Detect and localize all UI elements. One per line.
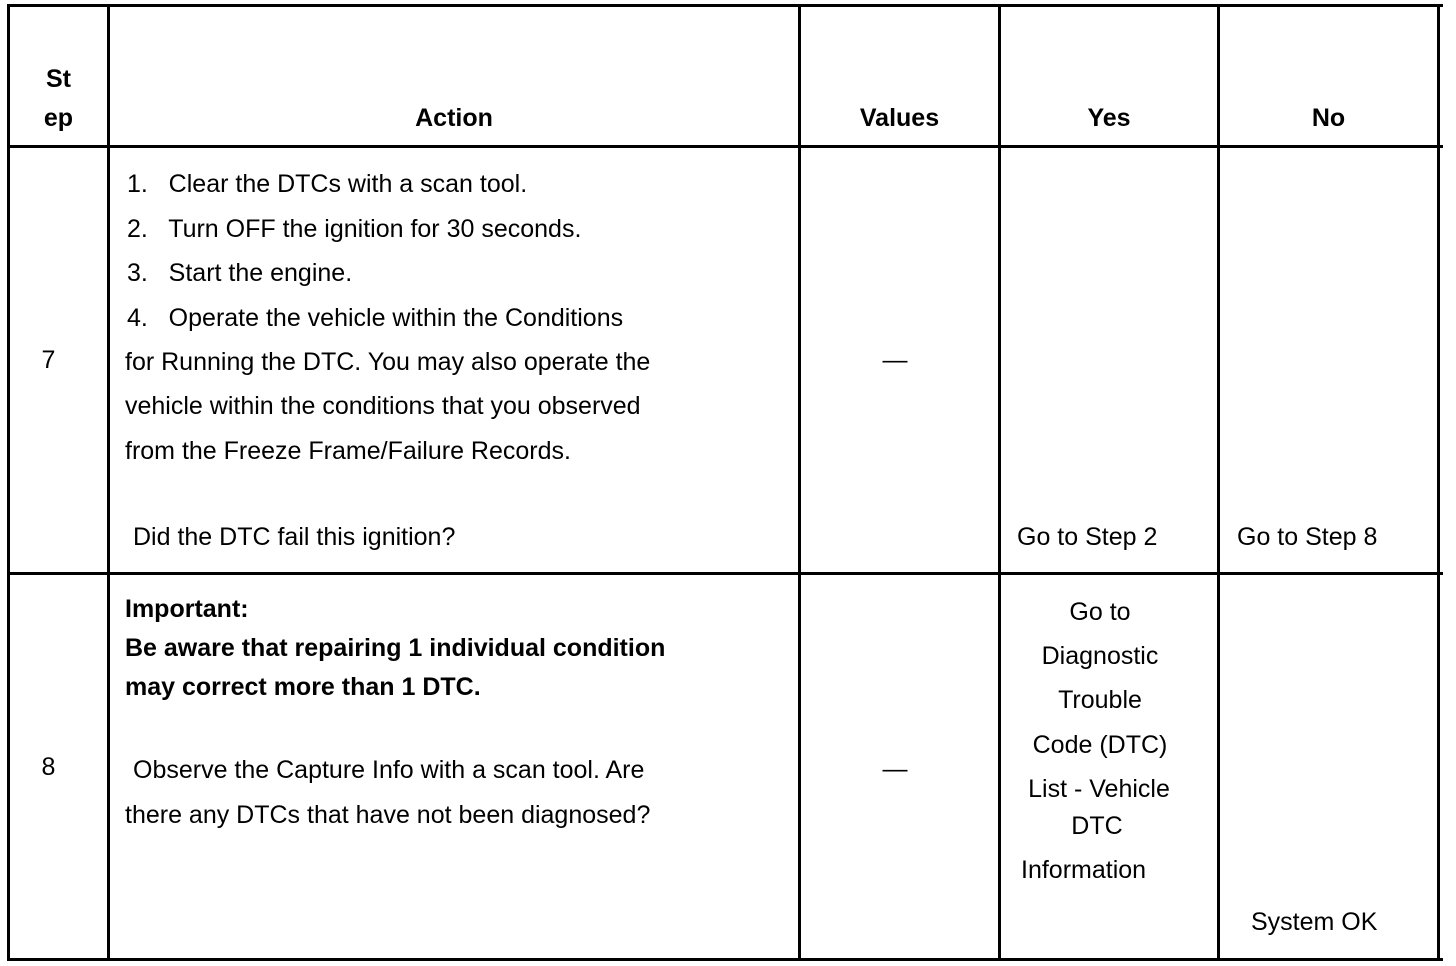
header-step-line2: ep	[43, 104, 74, 132]
header-step-line1: St	[46, 65, 71, 93]
table-border-right	[1437, 4, 1440, 961]
header-yes: Yes	[1087, 104, 1131, 132]
row-7-no: Go to Step 8	[1237, 523, 1378, 551]
table-border-bottom	[7, 958, 1443, 961]
row-8-yes-line-4: Code (DTC)	[1032, 731, 1168, 759]
row-8-yes-line-2: Diagnostic	[1041, 642, 1159, 670]
row-7-values: —	[882, 346, 908, 374]
row-7-action-item-1: 1. Clear the DTCs with a scan tool.	[127, 170, 528, 198]
row-7-action-cont-1: for Running the DTC. You may also operate the	[125, 348, 651, 376]
row-8-yes-line-3: Trouble	[1058, 686, 1142, 714]
column-divider-action	[798, 4, 801, 961]
row-7-question: Did the DTC fail this ignition?	[133, 523, 456, 551]
row-8-important-label: Important:	[125, 595, 249, 623]
row-8-yes-line-1: Go to	[1069, 598, 1131, 626]
row-8-important-line-1: Be aware that repairing 1 individual condition	[125, 634, 666, 662]
header-action: Action	[415, 104, 493, 132]
row-8-step: 8	[41, 753, 56, 781]
row-8-values: —	[882, 755, 908, 783]
row-7-action-cont-3: from the Freeze Frame/Failure Records.	[125, 437, 571, 465]
column-divider-step	[107, 4, 110, 961]
row-8-yes-line-7: Information	[1021, 856, 1147, 884]
row-8-question-line-2: there any DTCs that have not been diagnosed?	[125, 801, 651, 829]
header-no: No	[1311, 104, 1346, 132]
row-7-action-cont-2: vehicle within the conditions that you observed	[125, 392, 641, 420]
header-divider	[7, 145, 1443, 148]
row-8-yes-line-6: DTC	[1071, 812, 1123, 840]
row-8-question-line-1: Observe the Capture Info with a scan tool. Are	[133, 756, 645, 784]
row-7-action-item-4: 4. Operate the vehicle within the Conditions	[127, 304, 624, 332]
table-border-top	[7, 4, 1443, 7]
row-7-action-item-2: 2. Turn OFF the ignition for 30 seconds.	[127, 215, 582, 243]
row-7-step: 7	[41, 346, 56, 374]
row-divider	[7, 572, 1443, 575]
row-8-yes-line-5: List - Vehicle	[1028, 775, 1170, 803]
row-8-important-line-2: may correct more than 1 DTC.	[125, 673, 481, 701]
column-divider-yes	[1217, 4, 1220, 961]
row-8-no: System OK	[1251, 908, 1378, 936]
table-border-left	[7, 4, 10, 961]
header-values: Values	[859, 104, 940, 132]
row-7-yes: Go to Step 2	[1017, 523, 1158, 551]
row-7-action-item-3: 3. Start the engine.	[127, 259, 353, 287]
